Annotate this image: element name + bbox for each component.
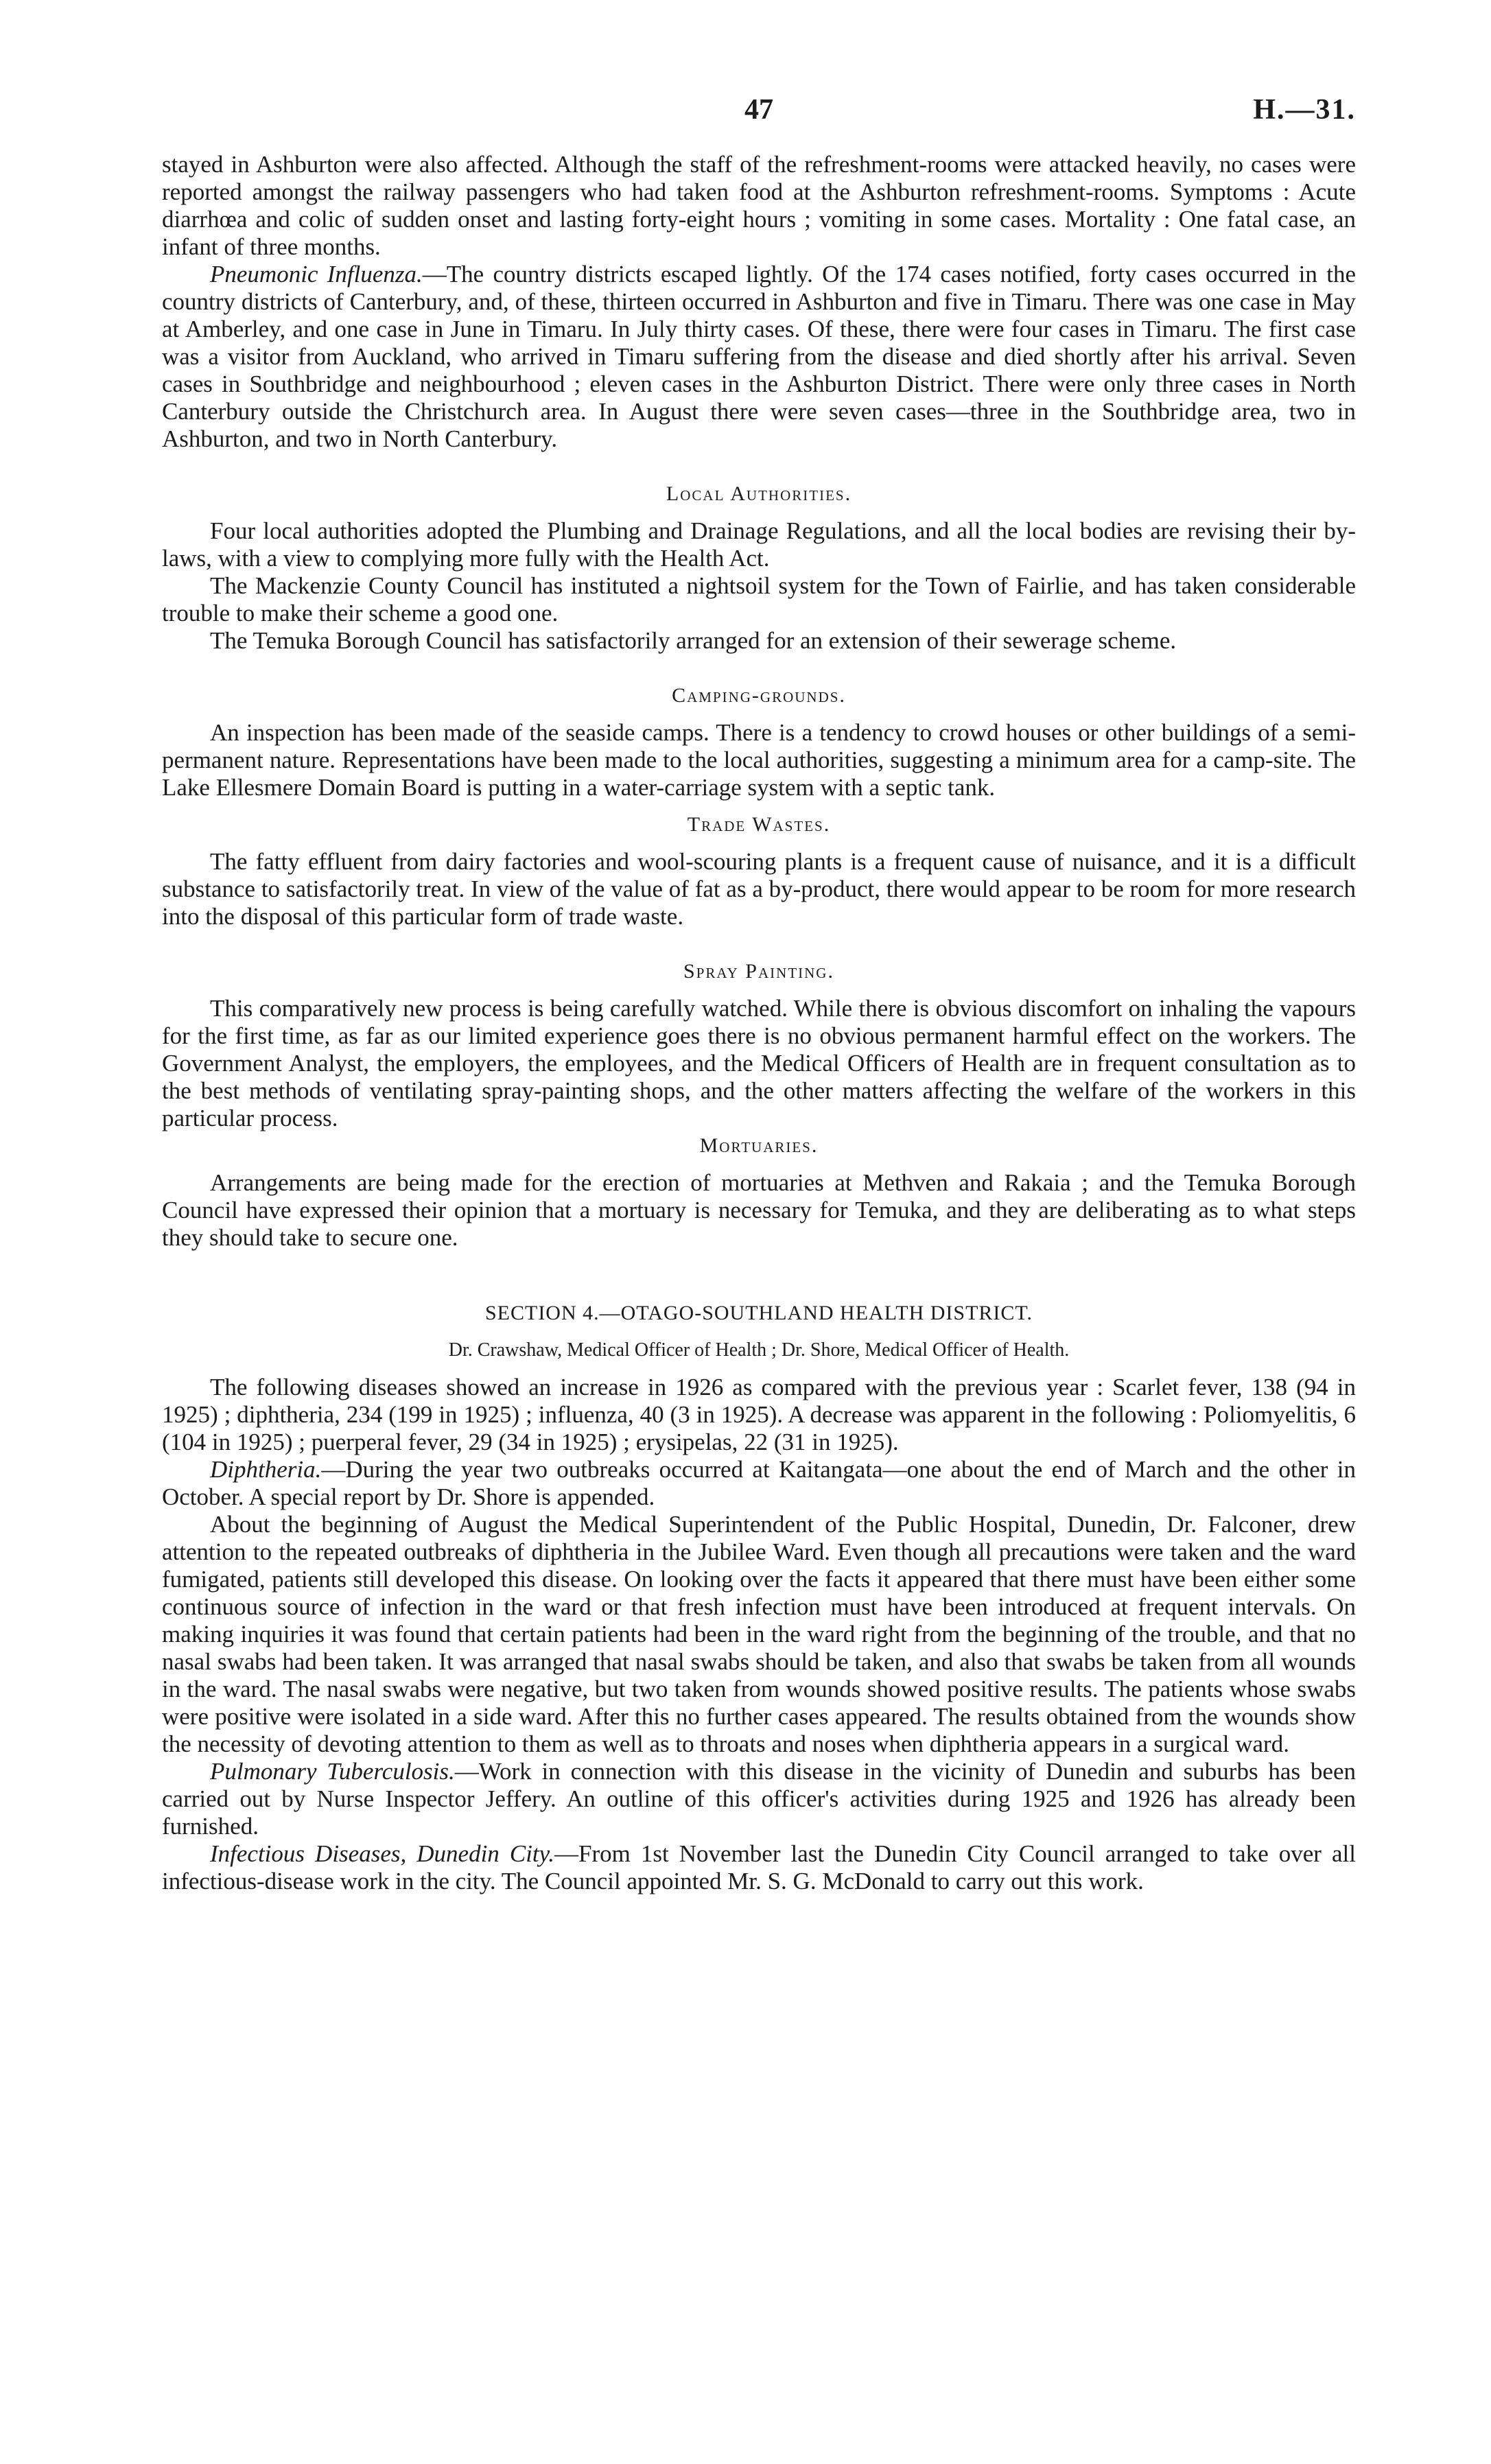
paragraph-diphtheria (162, 1456, 1356, 1511)
paragraph-pneumonic-influenza (162, 261, 1356, 453)
local-authorities-heading: Local Authorities. (666, 482, 852, 505)
trade-wastes-heading: Trade Wastes. (687, 813, 831, 836)
infectious-diseases-text: —From 1st November last the Dunedin City Council arranged to take over all infectious-disease work in the city. The Council appointed Mr. S. G. McDonald to carry out this work. (162, 1840, 1356, 1894)
infectious-diseases-lead: Infectious Diseases, Dunedin City. (210, 1840, 554, 1867)
section-4-paragraph-diseases: The following diseases showed an increase in 1926 as compared with the previous year : Scarlet fever, 138 (94 in 1925) ; diphtheria, 234 (199 in 1925) ; influenza, 40 (3 in 1925). A decrease was apparent in the following : Poliomyelitis, 6 (104 in 1925) ; puerperal fever, 29 (34 in 1925) ; erysipelas, 22 (31 in 1925). (162, 1374, 1356, 1455)
pulmonary-tuberculosis-lead: Pulmonary Tuberculosis. (210, 1758, 455, 1785)
diphtheria-text: —During the year two outbreaks occurred at Kaitangata—one about the end of March and the other in October. A special report by Dr. Shore is appended. (162, 1456, 1356, 1510)
local-authorities-paragraph-1: Four local authorities adopted the Plumbing and Drainage Regulations, and all the local bodies are revising their by-laws, with a view to complying more fully with the Health Act. (162, 517, 1356, 572)
spray-painting-heading: Spray Painting. (683, 960, 834, 983)
spray-painting-paragraph: This comparatively new process is being carefully watched. While there is obvious discomfort on inhaling the vapours for the first time, as far as our limited experience goes there is no obvious permanent harmful effect on the workers. The Government Analyst, the employers, the employees, and the Medical Officers of Health are in frequent consultation as to the best methods of ventilating spray-painting shops, and the other matters affecting the welfare of the workers in this particular process. (162, 995, 1356, 1131)
document-reference: H.—31. (1253, 94, 1356, 126)
trade-wastes-paragraph: The fatty effluent from dairy factories and wool-scouring plants is a frequent cause of nuisance, and it is a difficult substance to satisfactorily treat. In view of the value of fat as a by-product, there would appear to be room for more research into the disposal of this particular form of trade waste. (162, 848, 1356, 930)
section-4-heading: SECTION 4.—OTAGO-SOUTHLAND HEALTH DISTRICT. (484, 1302, 1033, 1324)
paragraph-refreshment-rooms: stayed in Ashburton were also affected. Although the staff of the refreshment-rooms were attacked heavily, no cases were reported amongst the railway passengers who had taken food at the Ashburton refreshment-rooms. Symptoms : Acute diarrhœa and colic of sudden onset and lasting forty-eight hours ; vomiting in some cases. Mortality : One fatal case, an infant of three months. (162, 151, 1356, 260)
camping-grounds-paragraph: An inspection has been made of the seaside camps. There is a tendency to crowd houses or other buildings of a semi-permanent nature. Representations have been made to the local authorities, suggesting a minimum area for a camp-site. The Lake Ellesmere Domain Board is putting in a water-carriage system with a septic tank. (162, 719, 1356, 801)
pneumonic-influenza-lead: Pneumonic Influenza. (210, 261, 423, 288)
mortuaries-heading: Mortuaries. (699, 1134, 819, 1157)
paragraph-pulmonary-tuberculosis (162, 1758, 1356, 1840)
diphtheria-lead: Diphtheria. (210, 1456, 322, 1483)
pulmonary-tuberculosis-text: —Work in connection with this disease in the vicinity of Dunedin and suburbs has been carried out by Nurse Inspector Jeffery. An outline of this officer's activities during 1925 and 1926 has already been furnished. (162, 1758, 1356, 1840)
paragraph-infectious-diseases (162, 1840, 1356, 1895)
mortuaries-paragraph: Arrangements are being made for the erection of mortuaries at Methven and Rakaia ; and the Temuka Borough Council have expressed their opinion that a mortuary is necessary for Temuka, and they are deliberating as to what steps they should take to secure one. (162, 1169, 1356, 1251)
pneumonic-influenza-text: —The country districts escaped lightly. Of the 174 cases notified, forty cases occurred in the country districts of Canterbury, and, of these, thirteen occurred in Ashburton and five in Timaru. There was one case in May at Amberley, and one case in June in Timaru. In July thirty cases. Of these, there were four cases in Timaru. The first case was a visitor from Auckland, who arrived in Timaru suffering from the disease and died shortly after his arrival. Seven cases in Southbridge and neighbourhood ; eleven cases in the Ashburton District. There were only three cases in North Canterbury outside the Christchurch area. In August there were seven cases—three in the Southbridge area, two in Ashburton, and two in North Canterbury. (162, 261, 1356, 452)
local-authorities-paragraph-2: The Mackenzie County Council has instituted a nightsoil system for the Town of Fairlie, and has taken considerable trouble to make their scheme a good one. (162, 572, 1356, 626)
local-authorities-paragraph-3: The Temuka Borough Council has satisfactorily arranged for an extension of their sewerage scheme. (210, 627, 1177, 654)
paragraph-jubilee-ward: About the beginning of August the Medical Superintendent of the Public Hospital, Dunedin, Dr. Falconer, drew attention to the repeated outbreaks of diphtheria in the Jubilee Ward. Even though all precautions were taken and the ward fumigated, patients still developed this disease. On looking over the facts it appeared that there must have been either some continuous source of infection in the ward or that fresh infection must have been introduced at frequent intervals. On making inquiries it was found that certain patients had been in the ward right from the beginning of the trouble, and that no nasal swabs had been taken. It was arranged that nasal swabs should be taken, and also that swabs be taken from all wounds in the ward. The nasal swabs were negative, but two taken from wounds showed positive results. The patients whose swabs were positive were isolated in a side ward. After this no further cases appeared. The results obtained from the wounds show the necessity of devoting attention to them as well as to throats and noses when diphtheria appears in a surgical ward. (162, 1511, 1356, 1757)
document-page (162, 96, 1356, 1895)
camping-grounds-heading: Camping-grounds. (672, 684, 846, 707)
medical-officers-line: Dr. Crawshaw, Medical Officer of Health ; Dr. Shore, Medical Officer of Health. (448, 1339, 1070, 1361)
page-header (162, 96, 1356, 151)
page-number: 47 (744, 94, 773, 126)
